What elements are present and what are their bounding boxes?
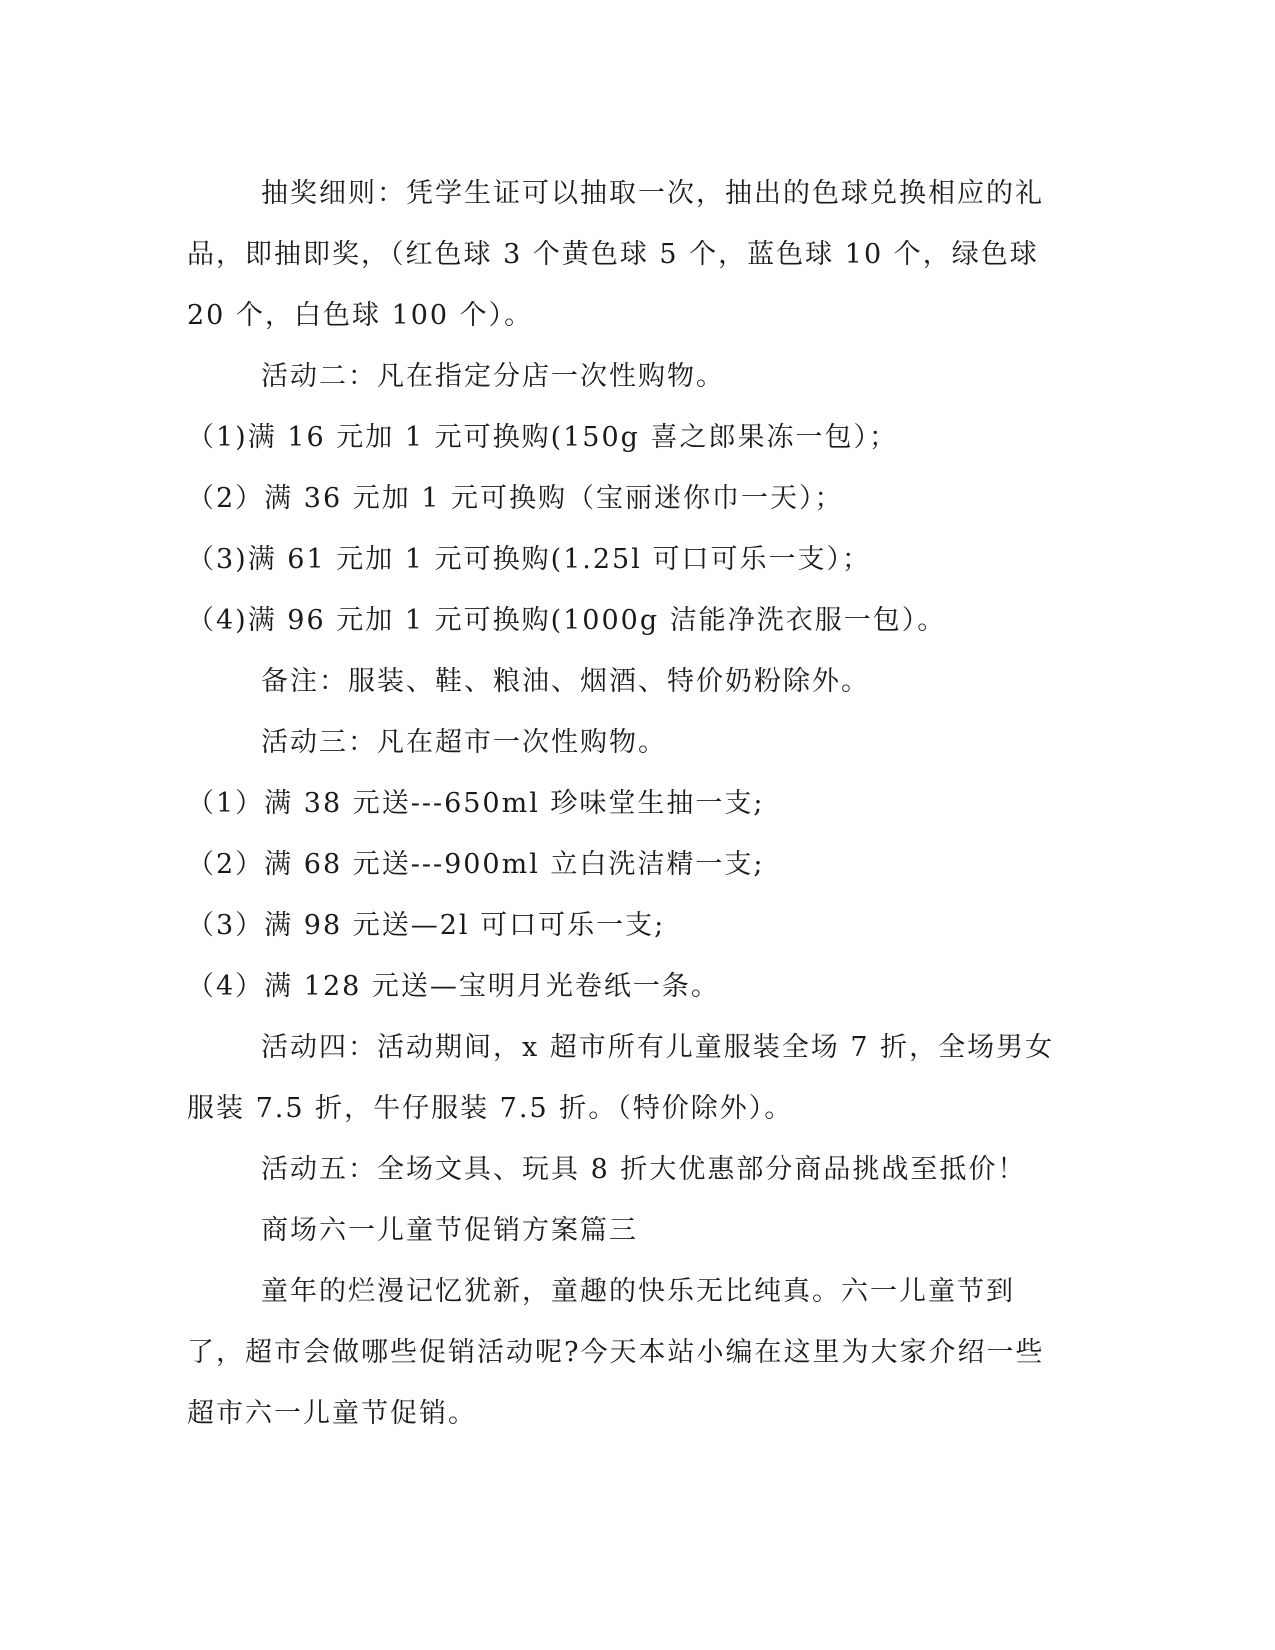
list-item: （2）满 68 元送---900ml 立白洗洁精一支; xyxy=(187,849,765,880)
list-item: （3)满 61 元加 1 元可换购(1.25l 可口可乐一支）； xyxy=(187,544,871,575)
list-item: （3）满 98 元送—2l 可口可乐一支; xyxy=(187,910,666,941)
list-item: （1)满 16 元加 1 元可换购(150g 喜之郎果冻一包）； xyxy=(187,422,899,453)
paragraph-intro: 童年的烂漫记忆犹新，童趣的快乐无比纯真。六一儿童节到了，超市会做哪些促销活动呢?今天本站小编在这里为大家介绍一些超市六一儿童节促销。 xyxy=(187,1276,1045,1429)
paragraph-activity-five: 活动五：全场文具、玩具 8 折大优惠部分商品挑战至抵价！ xyxy=(261,1154,1027,1185)
document-body xyxy=(187,163,1067,1444)
list-item: （4）满 128 元送—宝明月光卷纸一条。 xyxy=(187,971,720,1002)
list-item: （1）满 38 元送---650ml 珍味堂生抽一支; xyxy=(187,788,765,819)
paragraph-lottery-rules: 抽奖细则：凭学生证可以抽取一次，抽出的色球兑换相应的礼品，即抽即奖，（红色球 3 个黄色球 5 个，蓝色球 10 个，绿色球 20 个，白色球 100 个）。 xyxy=(187,178,1050,331)
list-item: （4)满 96 元加 1 元可换购(1000g 洁能净洗衣服一包）。 xyxy=(187,605,947,636)
list-item: （2）满 36 元加 1 元可换购（宝丽迷你巾一天）； xyxy=(187,483,844,514)
paragraph-note: 备注：服装、鞋、粮油、烟酒、特价奶粉除外。 xyxy=(261,666,870,697)
paragraph-activity-two: 活动二：凡在指定分店一次性购物。 xyxy=(261,361,725,392)
paragraph-activity-four: 活动四：活动期间，x 超市所有儿童服装全场 7 折，全场男女服装 7.5 折，牛仔服装 7.5 折。（特价除外）。 xyxy=(187,1032,1055,1124)
section-heading: 商场六一儿童节促销方案篇三 xyxy=(261,1215,638,1246)
paragraph-activity-three: 活动三：凡在超市一次性购物。 xyxy=(261,727,667,758)
